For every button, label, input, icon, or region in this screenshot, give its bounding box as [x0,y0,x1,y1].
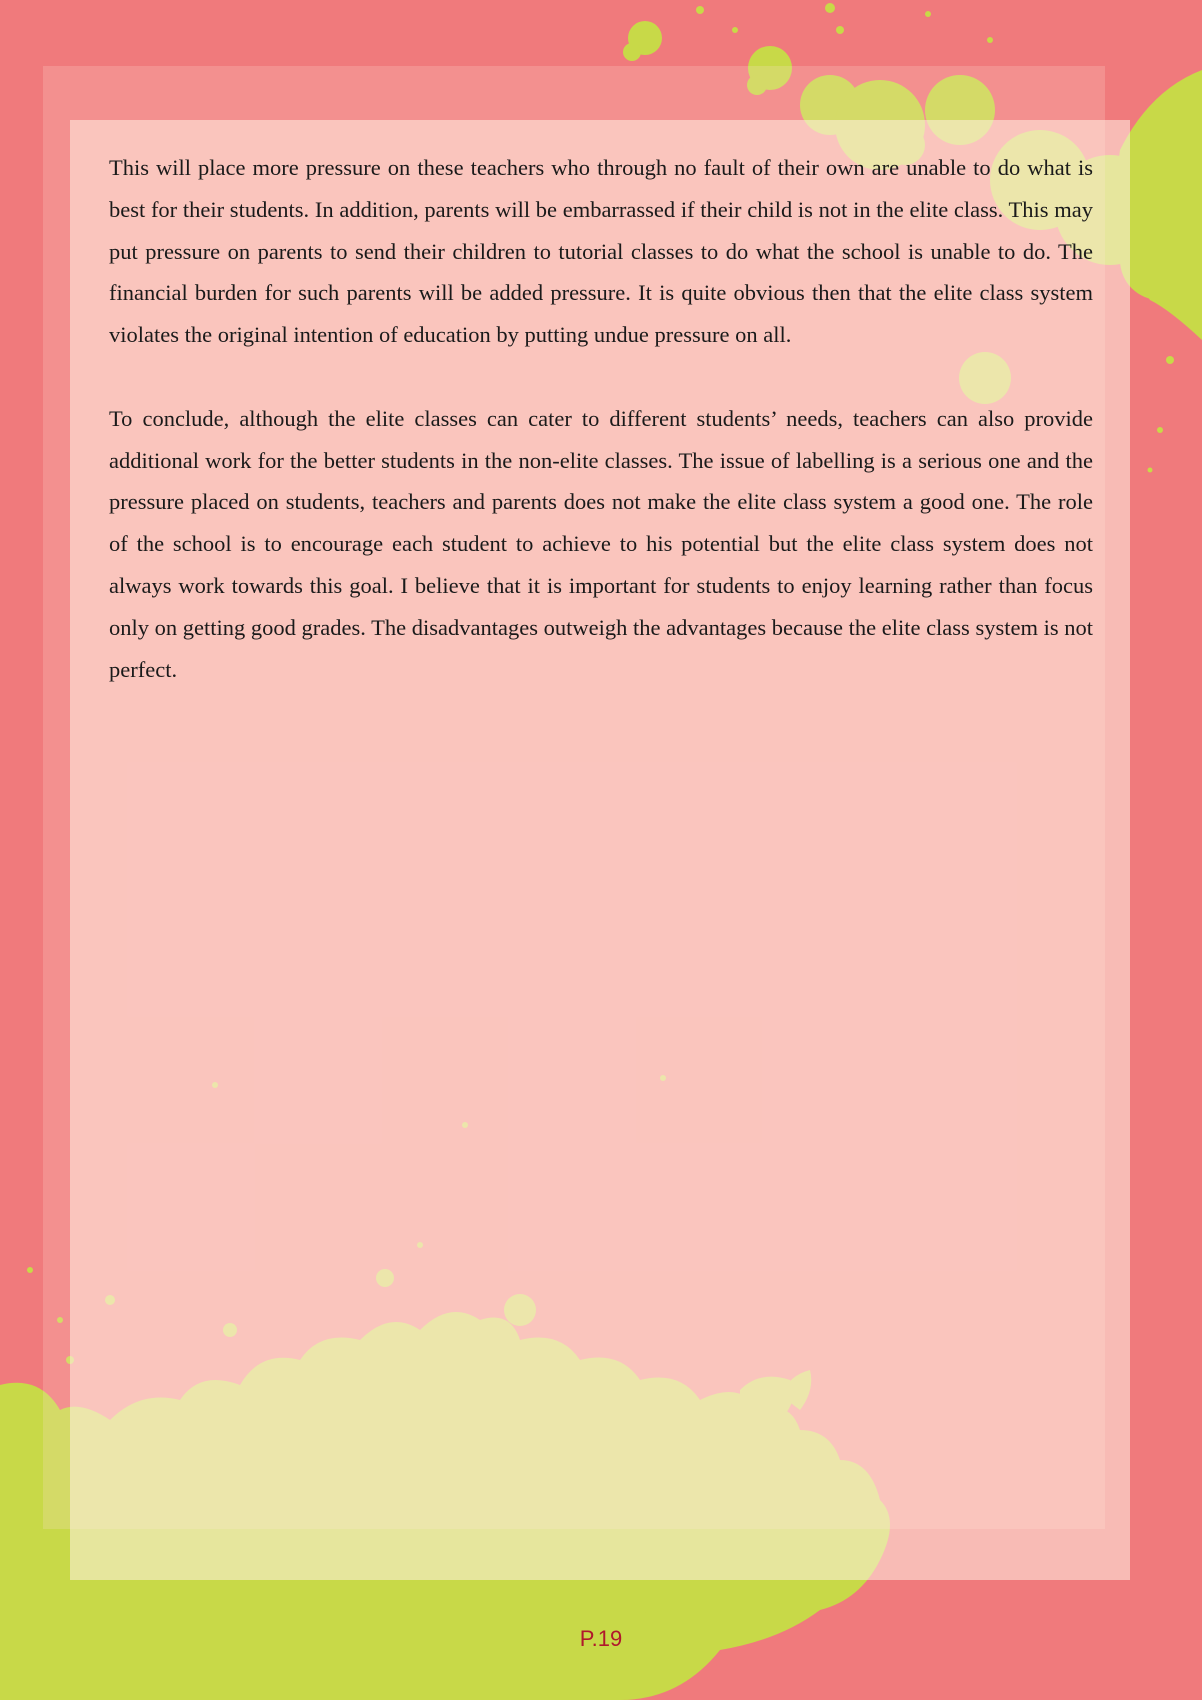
essay-body [109,147,1093,690]
page-number: P.19 [579,1626,623,1651]
essay-paragraph: This will place more pressure on these teachers who through no fault of their own are unable to do what is best for their students. In addition, parents will be embarrassed if their child is not in the elite class. This may put pressure on parents to send their children to tutorial classes to do what the school is unable to do. The financial burden for such parents will be added pressure. It is quite obvious then that the elite class system violates the original intention of education by putting undue pressure on all. [109,155,1093,348]
essay-paragraph: To conclude, although the elite classes can cater to different students’ needs, teachers can also provide additional work for the better students in the non-elite classes. The issue of labelling is a serious one and the pressure placed on students, teachers and parents does not make the elite class system a good one. The role of the school is to encourage each student to achieve to his potential but the elite class system does not always work towards this goal. I believe that it is important for students to enjoy learning rather than focus only on getting good grades. The disadvantages outweigh the advantages because the elite class system is not perfect. [109,405,1093,682]
